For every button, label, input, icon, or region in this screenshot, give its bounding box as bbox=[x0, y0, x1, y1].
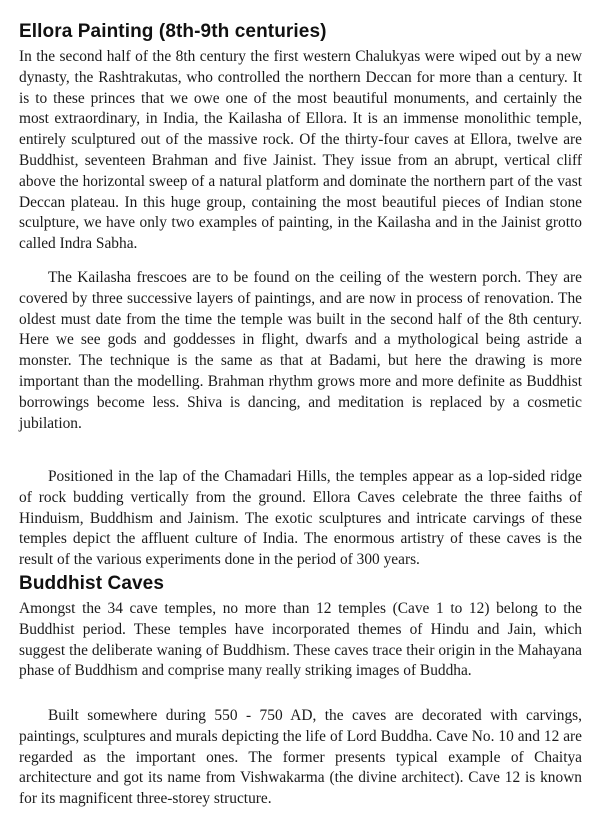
section-heading-ellora-painting: Ellora Painting (8th-9th centuries) bbox=[19, 21, 327, 42]
paragraph-buddhist-period: Amongst the 34 cave temples, no more than 12 temples (Cave 1 to 12) belong to the Buddhist period. These temples have incorporated themes of Hindu and Jain, which suggest the deliberate waning of Buddhism. These caves trace their origin in the Mahayana phase of Buddhism and comprise many really striking images of Buddha. bbox=[19, 600, 582, 680]
paragraph-kailasha-frescoes: The Kailasha frescoes are to be found on the ceiling of the western porch. They are covered by three successive layers of paintings, and are now in process of renovation. The oldest must date from the time the temple was built in the second half of the 8th century. Here we see gods and goddesses in flight, dwarfs and a mythological being astride a monster. The technique is the same as that at Badami, but here the drawing is more important than the modelling. Brahman rhythm grows more and more definite as Buddhist borrowings become less. Shiva is dancing, and meditation is replaced by a cosmetic jubilation. bbox=[19, 269, 582, 432]
paragraph-chamadari-hills: Positioned in the lap of the Chamadari Hills, the temples appear as a lop-sided ridge of rock budding vertically from the ground. Ellora Caves celebrate the three faiths of Hinduism, Buddhism and Jainism. The exotic sculptures and intricate carvings of these temples depict the affluent culture of India. The enormous artistry of these caves is the result of the various experiments done in the period of 300 years. bbox=[19, 468, 582, 569]
section-heading-buddhist-caves: Buddhist Caves bbox=[19, 573, 164, 594]
paragraph-caves-carvings: Built somewhere during 550 - 750 AD, the caves are decorated with carvings, paintings, sculptures and murals depicting the life of Lord Buddha. Cave No. 10 and 12 are regarded as the important ones. The former presents typical example of Chaitya architecture and got its name from Vishwakarma (the divine architect). Cave 12 is known for its magnificent three-storey structure. bbox=[19, 707, 582, 808]
paragraph-rashtrakutas-kailasha: In the second half of the 8th century the first western Chalukyas were wiped out by a new dynasty, the Rashtrakutas, who controlled the northern Deccan for more than a century. It is to these princes that we owe one of the most beautiful monuments, and certainly the most extraordinary, in India, the Kailasha of Ellora. It is an immense monolithic temple, entirely sculptured out of the massive rock. Of the thirty-four caves at Ellora, twelve are Buddhist, seventeen Brahman and five Jainist. They issue from an abrupt, vertical cliff above the horizontal sweep of a natural platform and dominate the northern part of the vast Deccan plateau. In this huge group, containing the most beautiful pieces of Indian stone sculpture, we have only two examples of painting, in the Kailasha and in the Jainist grotto called Indra Sabha. bbox=[19, 48, 582, 253]
